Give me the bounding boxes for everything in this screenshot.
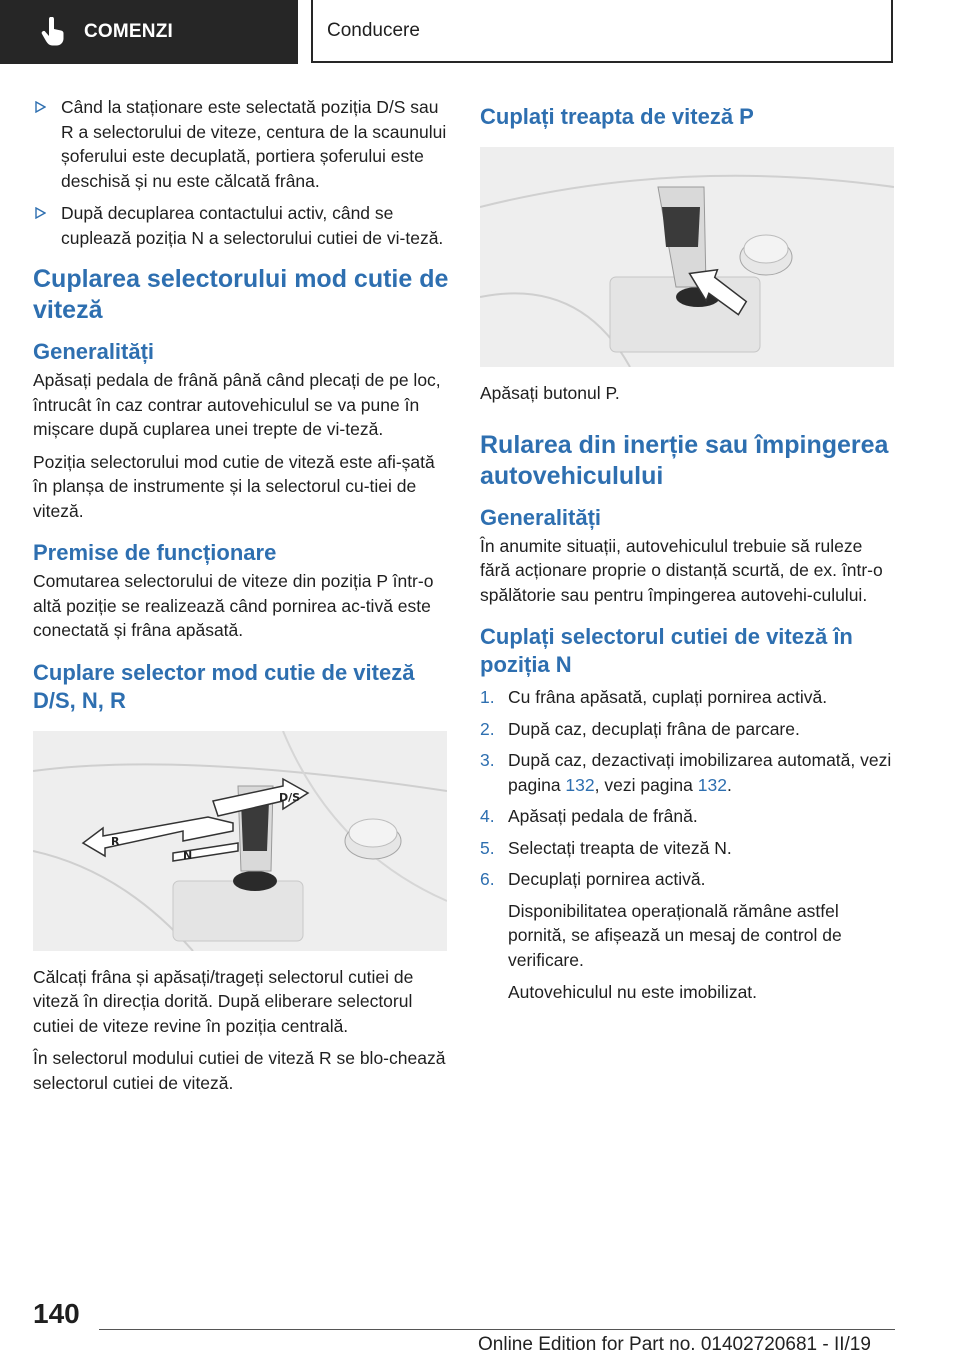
gear-selector-illustration: [33, 731, 447, 951]
park-button-illustration: [480, 147, 894, 367]
paragraph: Călcați frâna și apăsați/trageți selectorul cutiei de viteză în direcția dorită. După eliberare selectorul cutiei de viteze revine în poziția centrală.: [33, 966, 414, 1036]
section-tab: [0, 0, 298, 64]
hand-pointer-icon: [40, 17, 66, 47]
subheading-cuplare-selector: Cuplare selector mod cutie de viteză D/S, N, R: [33, 659, 415, 713]
right-column: [480, 103, 896, 1005]
paragraph: În selectorul modului cutiei de viteză R se blo-chează selectorul cutiei de viteză.: [33, 1048, 446, 1093]
bullet-item: [33, 201, 449, 250]
paragraph: Poziția selectorului mod cutie de viteză este afi-șată în planșa de instrumente și la selectorul cu-tiei de viteză.: [33, 451, 435, 521]
figure-label-n: N: [183, 848, 193, 862]
step-text: Cu frâna apăsată, cuplați pornirea activă.: [508, 687, 828, 707]
park-button-drawing: [480, 147, 894, 367]
step-text: Selectați treapta de viteză N.: [508, 837, 732, 858]
step-note: Autovehiculul nu este imobilizat.: [508, 982, 758, 1002]
step-text: Apăsați pedala de frână.: [508, 806, 698, 826]
step-number: 5.: [480, 837, 495, 858]
paragraph: Comutarea selectorului de viteze din poziția P într-o altă poziție se realizează când pornirea ac-tivă este conectată și frâna apăsată.: [33, 571, 434, 640]
paragraph: Apăsați butonul P.: [480, 383, 620, 403]
figure-label-ds: D/S: [279, 790, 301, 804]
paragraph: Apăsați pedala de frână până când plecați de pe loc, întrucât în caz contrar autovehiculul se va pune în mișcare după cuplarea unei trepte de vi-teză.: [33, 370, 441, 439]
page-link[interactable]: 132: [565, 774, 595, 795]
step-item: [480, 804, 896, 829]
step-text: , vezi pagina: [594, 774, 698, 795]
step-number: 3.: [480, 750, 495, 770]
chapter-header: [311, 0, 893, 63]
step-number: 1.: [480, 687, 495, 707]
bullet-text: Când la staționare este selectată poziția D/S sau R a selectorului de viteze, centura de la scaunului șoferului este decuplată, portiera șoferului este deschisă și nu este călcată frâna.: [61, 97, 447, 191]
paragraph: În anumite situații, autovehiculul trebuie să ruleze fără acționare proprie o distanță scurtă, de ex. într-o spălătorie sau pentru împingerea autovehi-culului.: [480, 535, 883, 605]
triangle-bullet-icon: [35, 207, 46, 219]
step-number: 4.: [480, 806, 495, 826]
triangle-bullet-icon: [35, 101, 46, 113]
bullet-item: [33, 95, 449, 193]
subheading-cuplati-p: Cuplați treapta de viteză P: [480, 104, 754, 129]
step-text: După caz, decuplați frâna de parcare.: [508, 718, 800, 739]
edition-footer: Online Edition for Part no. 01402720681 - II/19: [478, 1334, 871, 1355]
bullet-text: După decuplarea contactului activ, când se cuplează poziția N a selectorului cutiei de vi-teză.: [61, 203, 444, 248]
footer-divider: [99, 1329, 895, 1330]
step-item: [480, 685, 896, 710]
subheading-cuplati-n: Cuplați selectorul cutiei de viteză în poziția N: [480, 624, 853, 677]
step-item: [480, 836, 896, 861]
gear-selector-drawing: [33, 731, 447, 951]
subheading-generalitati: Generalități: [480, 504, 602, 530]
step-text: Decuplați pornirea activă.: [508, 869, 706, 889]
step-number: 6.: [480, 869, 495, 889]
subheading-generalitati: Generalități: [33, 339, 155, 364]
step-item: [480, 717, 896, 742]
step-text: .: [726, 774, 732, 795]
page-number: 140: [33, 1298, 80, 1329]
step-text: După caz, dezactivați imobilizarea automată, vezi pagina: [508, 750, 892, 795]
subheading-premise: Premise de funcționare: [33, 540, 277, 565]
step-number: 2.: [480, 718, 495, 739]
chapter-title: Conducere: [327, 19, 420, 41]
section-tab-label: COMENZI: [84, 21, 174, 42]
section-heading-rulare: Rularea din inerție sau împingerea autovehiculului: [480, 430, 889, 490]
page-link[interactable]: 132: [697, 774, 727, 795]
section-heading-selector: Cuplarea selectorului mod cutie de viteză: [33, 265, 449, 324]
step-item: [480, 748, 896, 797]
left-column: [33, 95, 449, 1095]
step-note: Disponibilitatea operațională rămâne astfel pornită, se afișează un mesaj de control de verificare.: [508, 900, 842, 970]
figure-label-r: R: [111, 834, 120, 848]
step-item: [480, 867, 896, 892]
